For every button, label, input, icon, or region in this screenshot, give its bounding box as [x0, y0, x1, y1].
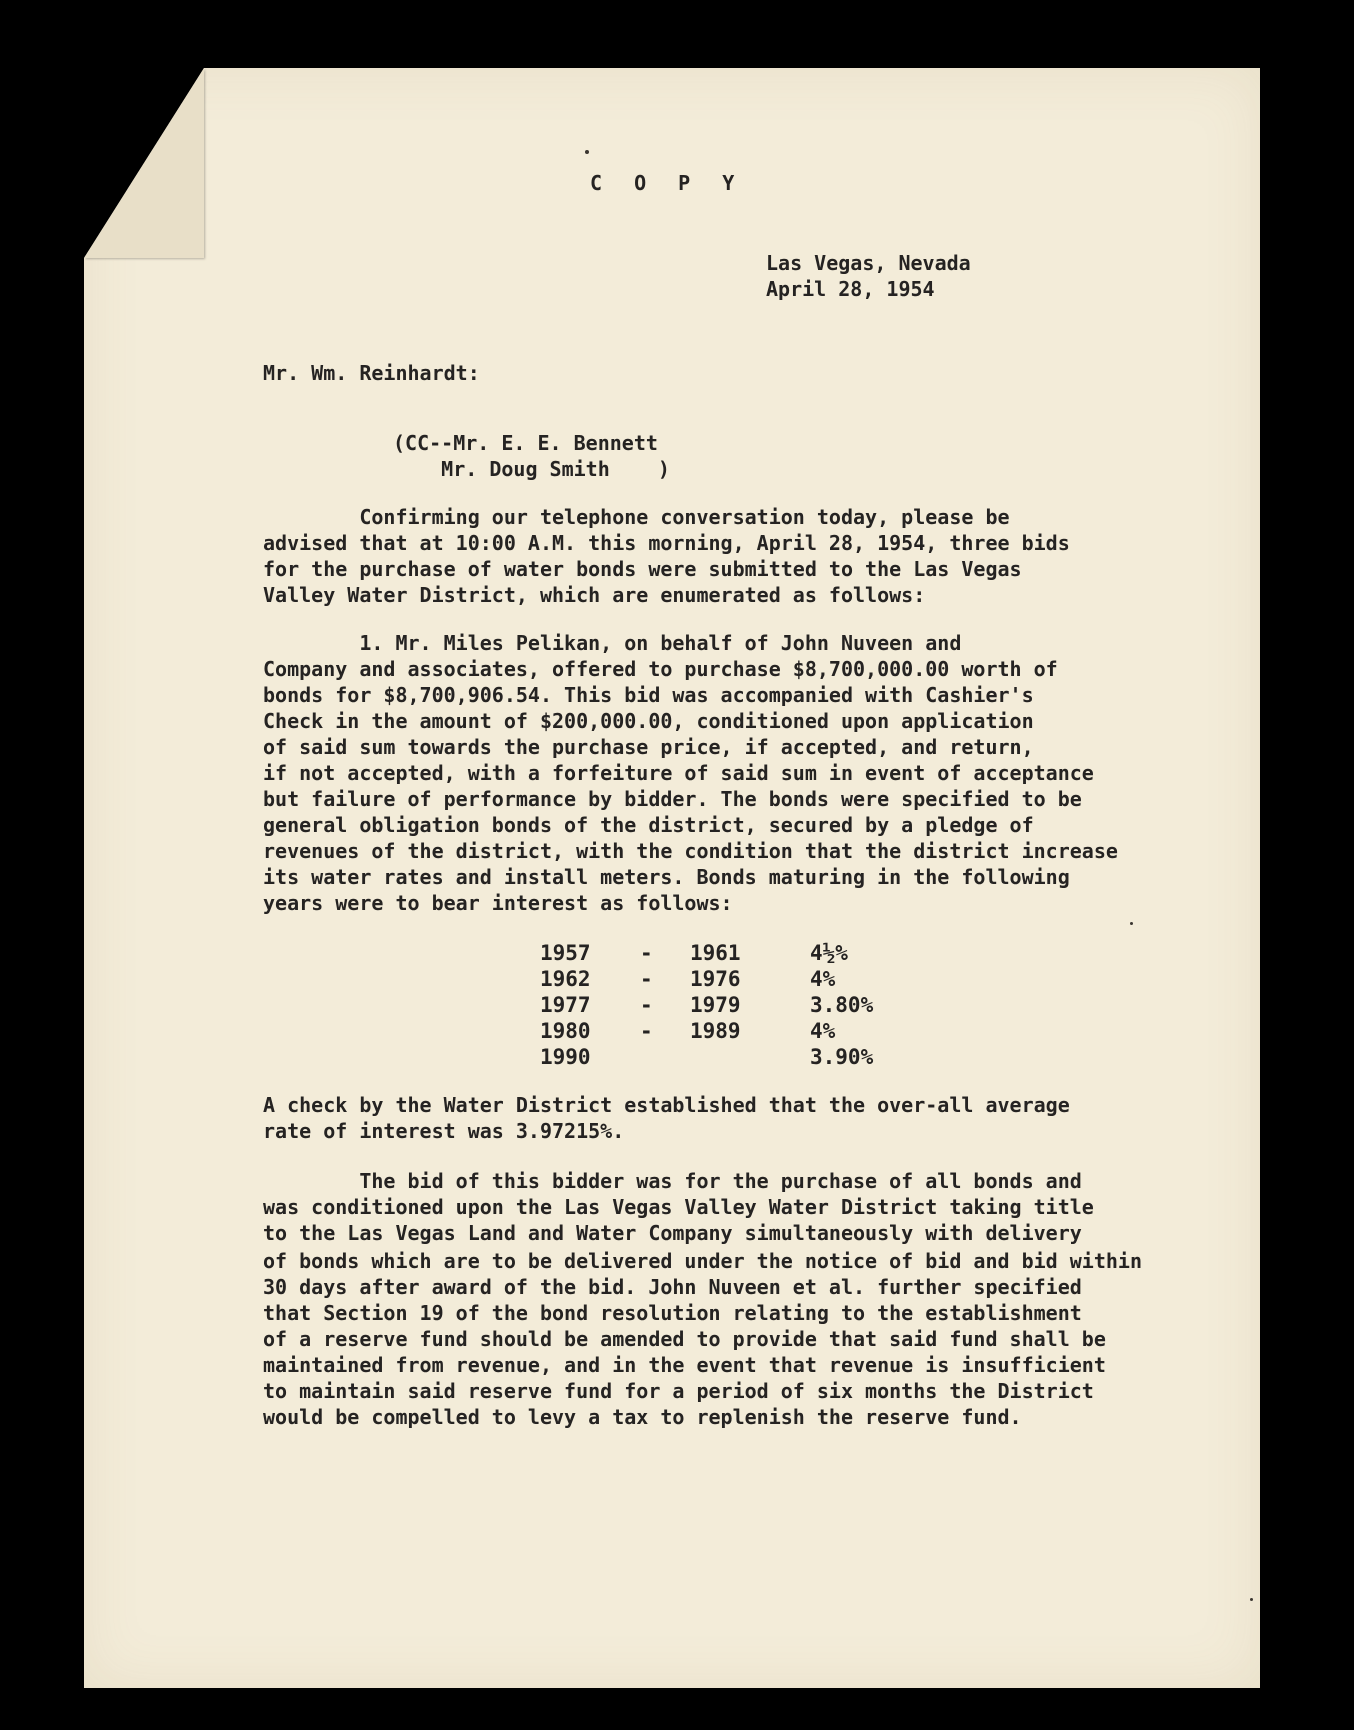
text-line: rate of interest was 3.97215%. — [263, 1119, 625, 1143]
text-line: A check by the Water District established that the over-all average — [263, 1093, 1070, 1117]
text-line: Company and associates, offered to purchase $8,700,000.00 worth of — [263, 657, 1058, 681]
text-line: of said sum towards the purchase price, if accepted, and return, — [263, 735, 1034, 759]
ink-speck — [585, 150, 589, 154]
text-line: to maintain said reserve fund for a period of six months the District — [263, 1379, 1094, 1403]
rate-from-year: 1980 — [540, 1019, 591, 1043]
text-line: years were to bear interest as follows: — [263, 891, 733, 915]
rate-from-year: 1990 — [540, 1045, 591, 1069]
paragraph-bid-one — [263, 630, 1118, 916]
rate-to-year: 1976 — [690, 967, 741, 991]
text-line: to the Las Vegas Land and Water Company simultaneously with delivery — [263, 1221, 1082, 1245]
paragraph-confirmation — [263, 504, 1070, 608]
text-line: that Section 19 of the bond resolution relating to the establishment — [263, 1301, 1082, 1325]
text-line: 30 days after award of the bid. John Nuveen et al. further specified — [263, 1275, 1082, 1299]
text-line: Valley Water District, which are enumerated as follows: — [263, 583, 926, 607]
rate-percent: 4% — [810, 967, 836, 991]
text-line: advised that at 10:00 A.M. this morning, April 28, 1954, three bids — [263, 531, 1070, 555]
cc-block — [393, 430, 670, 482]
paragraph-bid-conditions — [263, 1168, 1094, 1246]
rate-dash: - — [640, 941, 653, 965]
rate-percent: 4% — [810, 1019, 836, 1043]
rate-from-year: 1957 — [540, 941, 591, 965]
rate-percent: 3.80% — [810, 993, 874, 1017]
text-line: Check in the amount of $200,000.00, conditioned upon application — [263, 709, 1034, 733]
text-line: was conditioned upon the Las Vegas Valley Water District taking title — [263, 1195, 1094, 1219]
rate-from-year: 1977 — [540, 993, 591, 1017]
text-line: general obligation bonds of the district, secured by a pledge of — [263, 813, 1034, 837]
place-date-block — [766, 250, 971, 302]
text-line: The bid of this bidder was for the purchase of all bonds and — [263, 1169, 1082, 1193]
cc-line: (CC--Mr. E. E. Bennett — [393, 431, 658, 455]
text-line: if not accepted, with a forfeiture of said sum in event of acceptance — [263, 761, 1094, 785]
text-line: revenues of the district, with the condition that the district increase — [263, 839, 1118, 863]
paragraph-reserve-fund — [263, 1248, 1142, 1430]
salutation: Mr. Wm. Reinhardt: — [263, 361, 480, 385]
text-line: would be compelled to levy a tax to replenish the reserve fund. — [263, 1405, 1022, 1429]
rate-to-year: 1989 — [690, 1019, 741, 1043]
paragraph-average-rate — [263, 1092, 1070, 1144]
text-line: of bonds which are to be delivered under the notice of bid and bid within — [263, 1249, 1142, 1273]
folded-corner-flap — [84, 68, 204, 258]
text-line: its water rates and install meters. Bonds maturing in the following — [263, 865, 1070, 889]
rate-to-year: 1979 — [690, 993, 741, 1017]
date-line: April 28, 1954 — [766, 277, 935, 301]
text-line: bonds for $8,700,906.54. This bid was accompanied with Cashier's — [263, 683, 1034, 707]
rate-to-year: 1961 — [690, 941, 741, 965]
rate-percent: 4½% — [810, 941, 848, 965]
cc-line: Mr. Doug Smith ) — [393, 457, 670, 481]
text-line: maintained from revenue, and in the event that revenue is insufficient — [263, 1353, 1106, 1377]
ink-speck — [1250, 1598, 1253, 1601]
text-line: Confirming our telephone conversation today, please be — [263, 505, 1010, 529]
rate-dash: - — [640, 1019, 653, 1043]
copy-heading: C O P Y — [590, 171, 745, 195]
rate-percent: 3.90% — [810, 1045, 874, 1069]
text-line: but failure of performance by bidder. The bonds were specified to be — [263, 787, 1082, 811]
rate-dash: - — [640, 967, 653, 991]
text-line: of a reserve fund should be amended to provide that said fund shall be — [263, 1327, 1106, 1351]
text-line: 1. Mr. Miles Pelikan, on behalf of John Nuveen and — [263, 631, 962, 655]
rate-from-year: 1962 — [540, 967, 591, 991]
ink-speck — [1130, 922, 1133, 925]
city-line: Las Vegas, Nevada — [766, 251, 971, 275]
rate-dash: - — [640, 993, 653, 1017]
text-line: for the purchase of water bonds were submitted to the Las Vegas — [263, 557, 1022, 581]
